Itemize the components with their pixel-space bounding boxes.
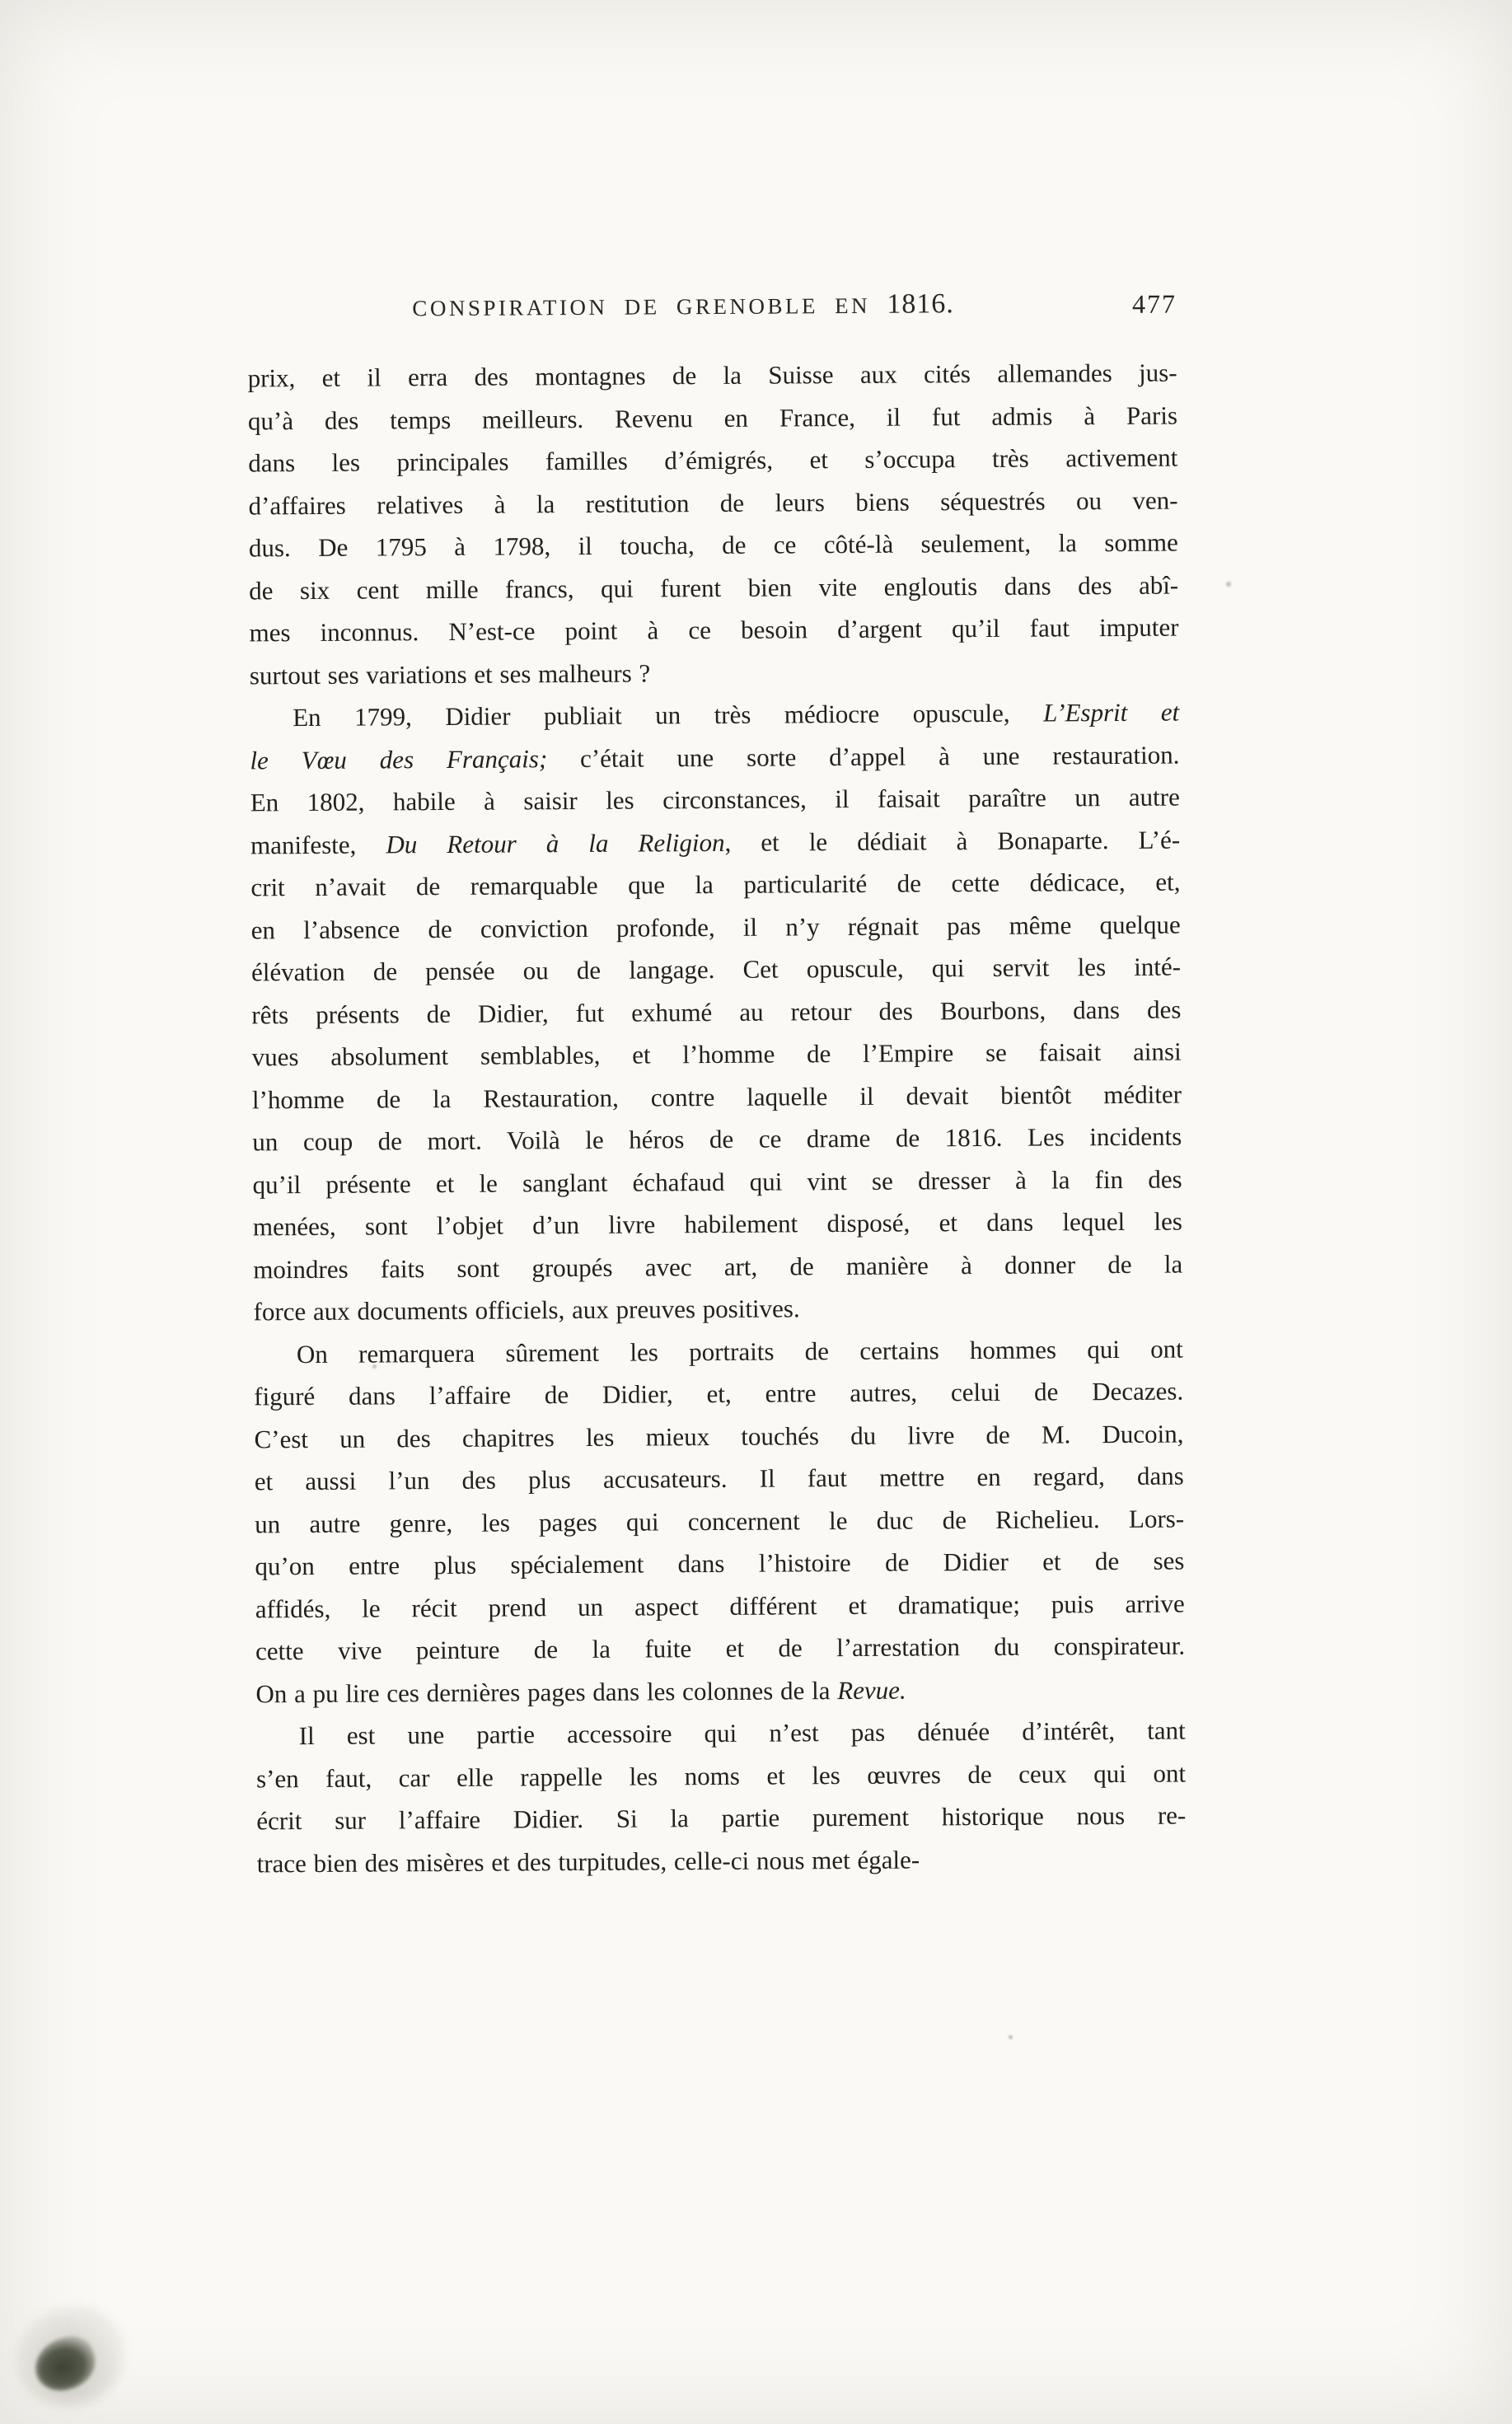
italic-text-run: Du Retour à la Religion [386,827,725,859]
text-run: élévation de pensée ou de langage. Cet opuscule, qui servit les inté- [250,952,1182,987]
text-line [251,946,1181,994]
text-run: dus. De 1795 à 1798, il toucha, de ce côté-là seulement, la somme [248,527,1178,563]
page-number: 477 [1132,288,1177,319]
text-line [249,522,1178,569]
text-line [253,1285,1182,1333]
text-line [254,1327,1183,1375]
text-line [249,606,1178,654]
text-run: figuré dans l’affaire de Didier, et, entre autres, celui de Decazes. [254,1376,1184,1411]
text-line [254,1412,1183,1460]
text-run: dans les principales familles d’émigrés, et s’occupa très activement [248,442,1178,478]
text-line [255,1497,1184,1545]
text-run: moindres faits sont groupés avec art, de manière à donner de la [253,1249,1183,1284]
dust-speck [372,1364,377,1369]
text-run: surtout ses variations et ses malheurs ? [249,657,651,690]
text-run: écrit sur l’affaire Didier. Si la partie purement historique nous re- [256,1800,1187,1836]
text-line [250,776,1180,824]
text-run: crit n’avait de remarquable que la particularité de cette dédicace, et, [250,867,1181,902]
text-run: On remarquera sûrement les portraits de certains hommes qui ont [296,1334,1183,1369]
text-line [248,479,1177,526]
text-block [247,288,1187,1885]
dust-speck [1009,2035,1013,2039]
text-line [250,861,1180,909]
text-line [252,1031,1182,1079]
header-title-year: 1816. [887,288,954,320]
text-line [253,1242,1182,1290]
text-run: Il est une partie accessoire qui n’est pas dénuée d’intérêt, tant [298,1715,1186,1751]
text-run: et aussi l’un des plus accusateurs. Il faut mettre en regard, dans [254,1461,1184,1496]
text-line [248,437,1177,484]
text-line [250,733,1179,781]
text-line [252,1116,1182,1163]
text-run: d’affaires relatives à la restitution de leurs biens séquestrés ou ven- [248,485,1178,520]
text-body [247,352,1186,1885]
text-run: En 1799, Didier publiait un très médiocre opuscule, [293,698,1044,732]
text-run: c’était une sorte d’appel à une restauration. [547,740,1180,773]
text-run: s’en faut, car elle rappelle les noms et les œuvres de ceux qui ont [255,1758,1187,1793]
running-header [247,288,1177,344]
text-line [247,352,1177,400]
dust-speck [1226,582,1231,587]
header-title-caps: CONSPIRATION DE GRENOBLE EN [412,292,871,321]
text-run: En 1802, habile à saisir les circonstances, il faisait paraître un autre [250,782,1180,817]
text-line [256,1710,1186,1757]
text-line [253,1200,1182,1248]
text-run: C’est un des chapitres les mieux touchés du livre de M. Ducoin, [254,1419,1184,1453]
text-line [256,1837,1186,1884]
text-run: rêts présents de Didier, fut exhumé au retour des Bourbons, dans des [251,994,1182,1029]
text-run: cette vive peinture de la fuite et de l’arrestation du conspirateur. [255,1631,1186,1666]
italic-text-run: L’Esprit et [1042,697,1180,728]
text-run: prix, et il erra des montagnes de la Suisse aux cités allemandes jus- [247,358,1177,393]
text-line [255,1625,1185,1673]
text-line [252,1073,1182,1121]
text-run: qu’à des temps meilleurs. Revenu en France, il fut admis à Paris [247,400,1178,435]
text-run: force aux documents officiels, aux preuves positives. [253,1294,800,1327]
text-run: un coup de mort. Voilà le héros de ce drame de 1816. Les incidents [252,1121,1182,1157]
text-line [256,1752,1186,1799]
text-run: qu’il présente et le sanglant échafaud qui vint se dresser à la fin des [252,1164,1182,1199]
text-run: manifeste, [250,829,386,859]
text-run: de six cent mille francs, qui furent bien vite engloutis dans des abî- [249,570,1179,605]
text-run: affidés, le récit prend un aspect différent et dramatique; puis arrive [255,1589,1185,1623]
italic-text-run: le Vœu des Français; [250,743,548,774]
text-line [255,1667,1185,1715]
text-line [251,903,1181,951]
text-line [254,1370,1183,1418]
text-run: l’homme de la Restauration, contre laquelle il devait bientôt méditer [251,1079,1182,1114]
text-run: vues absolument semblables, et l’homme de l’Empire se faisait ainsi [251,1037,1182,1072]
text-line [248,394,1177,442]
text-line [249,564,1178,611]
text-line [250,818,1180,866]
text-run: menées, sont l’objet d’un livre habilement disposé, et dans lequel les [252,1206,1183,1242]
text-run: en l’absence de conviction profonde, il n’y régnait pas même quelque [250,910,1181,944]
text-run: qu’on entre plus spécialement dans l’histoire de Didier et de ses [255,1546,1185,1581]
text-line [256,1795,1186,1842]
text-run: trace bien des misères et des turpitudes, celle-ci nous met égale- [256,1844,920,1878]
text-run: mes inconnus. N’est-ce point à ce besoin d’argent qu’il faut imputer [249,612,1179,648]
text-run: un autre genre, les pages qui concernent le duc de Richelieu. Lors- [255,1504,1185,1538]
text-run: On a pu lire ces dernières pages dans les colonnes de la [255,1675,838,1708]
text-line [251,988,1181,1036]
text-line [255,1455,1184,1503]
italic-text-run: Revue. [837,1675,906,1705]
text-line [255,1582,1185,1630]
text-line [250,648,1179,696]
text-line [255,1540,1184,1588]
text-run: , et le dédiait à Bonaparte. L’é- [724,825,1181,857]
text-line [250,691,1179,739]
text-line [252,1158,1182,1205]
running-header-title [247,288,1119,324]
